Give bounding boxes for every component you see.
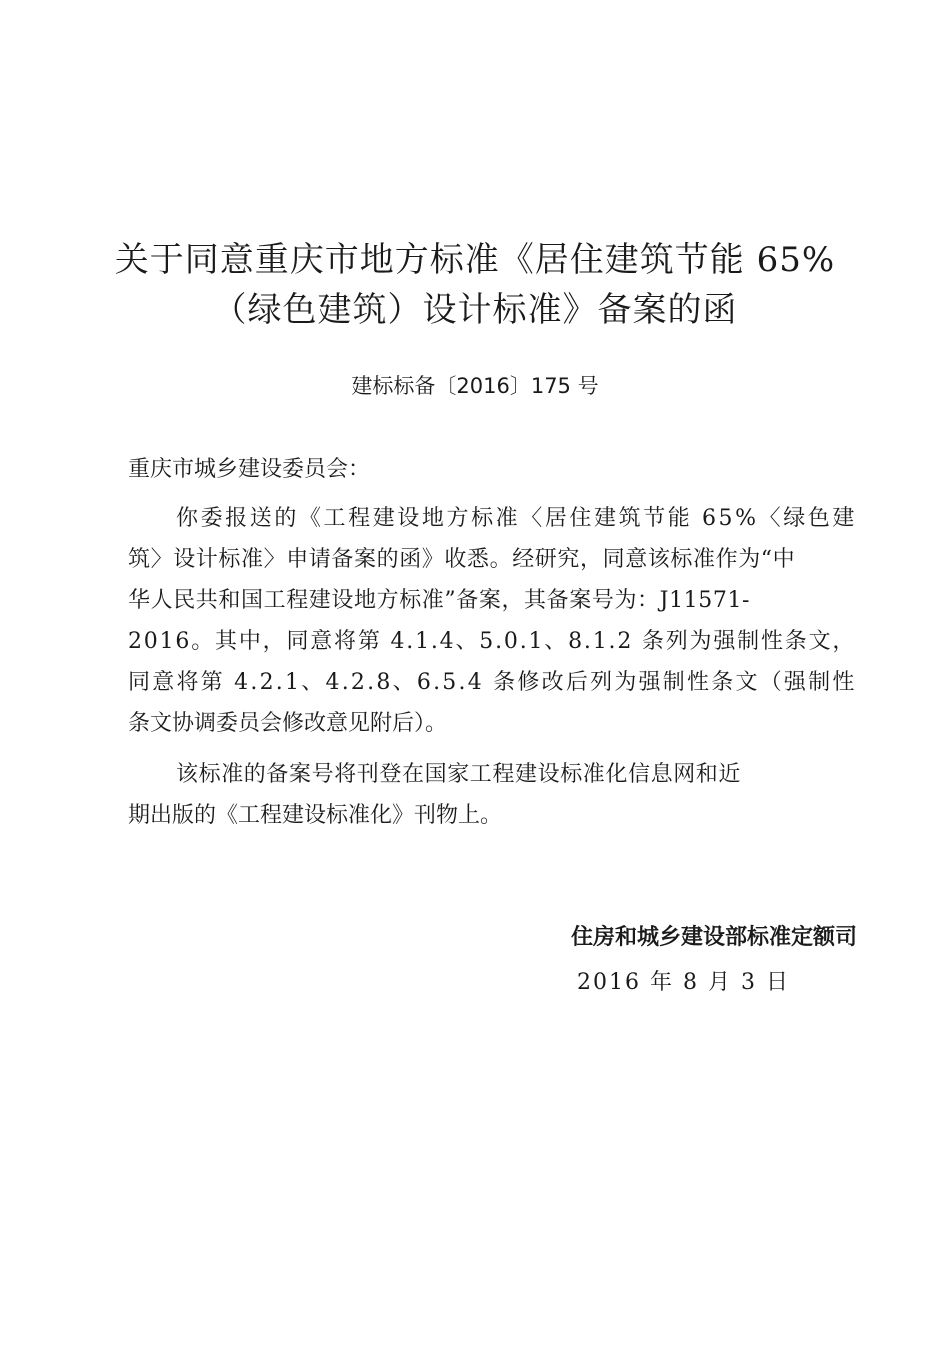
title-line-1: 关于同意重庆市地方标准《居住建筑节能 65% bbox=[114, 240, 836, 280]
paragraph-line: 同意将第 4.2.1、4.2.8、6.5.4 条修改后列为强制性条文（强制性 bbox=[128, 670, 857, 695]
paragraph-line: 条文协调委员会修改意见附后）。 bbox=[128, 711, 448, 736]
title-line-2: （绿色建筑）设计标准》备案的函 bbox=[212, 290, 738, 330]
paragraph-line: 期出版的《工程建设标准化》刊物上。 bbox=[128, 803, 503, 828]
closing-organization: 住房和城乡建设部标准定额司 bbox=[570, 925, 857, 950]
document-number: 建标标备〔2016〕175 号 bbox=[351, 374, 599, 398]
salutation: 重庆市城乡建设委员会： bbox=[128, 457, 371, 482]
paragraph-line: 筑〉设计标准〉申请备案的函》收悉。经研究，同意该标准作为“中 bbox=[128, 547, 796, 572]
paragraph-line: 华人民共和国工程建设地方标准”备案，其备案号为：J11571- bbox=[128, 588, 751, 613]
paragraph-line: 2016。其中，同意将第 4.1.4、5.0.1、8.1.2 条列为强制性条文， bbox=[128, 629, 857, 654]
paragraph-line: 该标准的备案号将刊登在国家工程建设标准化信息网和近 bbox=[176, 762, 742, 787]
paragraph-line: 你委报送的《工程建设地方标准〈居住建筑节能 65%〈绿色建 bbox=[176, 506, 857, 531]
closing-date: 2016 年 8 月 3 日 bbox=[577, 970, 790, 995]
